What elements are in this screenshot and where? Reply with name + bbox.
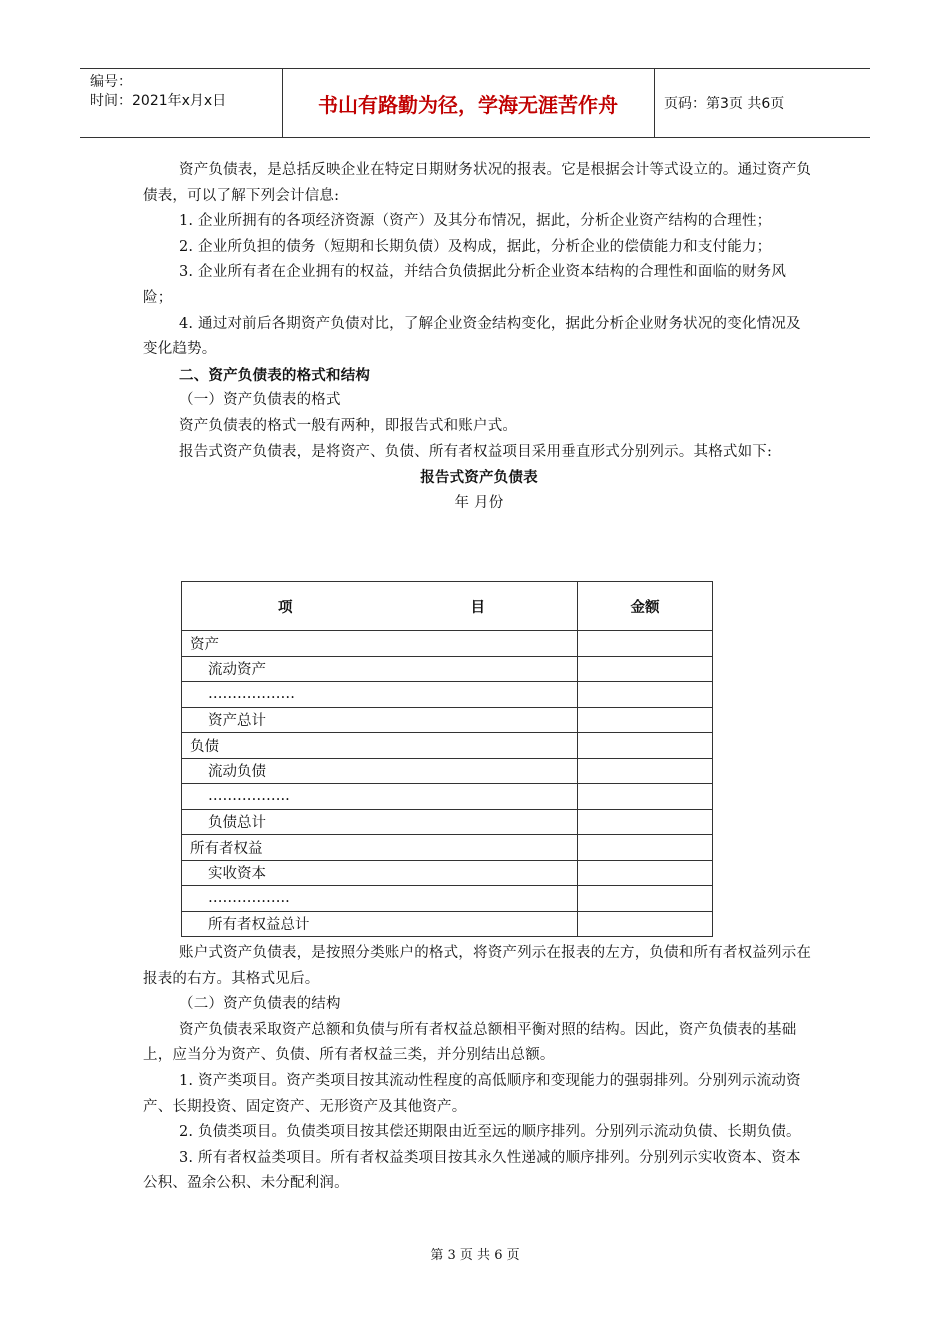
paragraph: 报告式资产负债表，是将资产、负债、所有者权益项目采用垂直形式分别列示。其格式如下: bbox=[179, 443, 773, 460]
paragraph: 3. 企业所有者在企业拥有的权益，并结合负债据此分析企业资本结构的合理性和面临的财务风险； bbox=[143, 264, 787, 306]
paragraph: （一）资产负债表的格式 bbox=[179, 392, 341, 409]
page-footer: 第 3 页 共 6 页 bbox=[430, 1248, 520, 1263]
table-row bbox=[182, 758, 713, 784]
row-amount bbox=[578, 860, 713, 886]
header-divider bbox=[654, 69, 655, 137]
row-label: …………….. bbox=[182, 886, 578, 912]
row-label: …………….. bbox=[182, 784, 578, 810]
row-amount bbox=[578, 886, 713, 912]
table-row bbox=[182, 707, 713, 733]
table-row bbox=[182, 631, 713, 657]
paragraph: 资产负债表采取资产总额和负债与所有者权益总额相平衡对照的结构。因此，资产负债表的基础上，应当分为资产、负债、所有者权益三类，并分别结出总额。 bbox=[143, 1021, 797, 1064]
row-amount bbox=[578, 809, 713, 835]
row-label: 实收资本 bbox=[182, 860, 578, 886]
row-amount bbox=[578, 835, 713, 861]
table-row bbox=[182, 860, 713, 886]
paragraph: 2. 企业所负担的债务（短期和长期负债）及构成，据此，分析企业的偿债能力和支付能力； bbox=[179, 238, 772, 255]
paragraph: 4. 通过对前后各期资产负债对比，了解企业资金结构变化，据此分析企业财务状况的变化情况及变化趋势。 bbox=[143, 315, 801, 358]
table-row bbox=[182, 809, 713, 835]
row-label: 负债总计 bbox=[182, 809, 578, 835]
body-text-top bbox=[143, 158, 815, 516]
row-label: ……………… bbox=[182, 682, 578, 708]
paragraph: 资产负债表，是总括反映企业在特定日期财务状况的报表。它是根据会计等式设立的。通过资产负债表，可以了解下列会计信息: bbox=[143, 162, 812, 204]
time-label: 时间：2021年x月x日 bbox=[90, 93, 227, 109]
row-label: 所有者权益总计 bbox=[182, 911, 578, 937]
report-balance-sheet-table bbox=[181, 581, 713, 937]
table-row bbox=[182, 911, 713, 937]
header-meta bbox=[90, 73, 280, 111]
row-label: 流动负债 bbox=[182, 758, 578, 784]
paragraph: 报告式资产负债表 bbox=[420, 469, 538, 487]
row-amount bbox=[578, 784, 713, 810]
row-label: 资产总计 bbox=[182, 707, 578, 733]
table-row bbox=[182, 733, 713, 759]
paragraph: （二）资产负债表的结构 bbox=[179, 996, 341, 1013]
row-label: 流动资产 bbox=[182, 656, 578, 682]
table-row bbox=[182, 656, 713, 682]
header-item-cell bbox=[182, 582, 578, 631]
header-amount-cell: 金额 bbox=[578, 582, 713, 631]
paragraph: 资产负债表的格式一般有两种，即报告式和账户式。 bbox=[179, 417, 518, 434]
table-row bbox=[182, 835, 713, 861]
paragraph: 1. 资产类项目。资产类项目按其流动性程度的高低顺序和变现能力的强弱排列。分别列示流动资产、长期投资、固定资产、无形资产及其他资产。 bbox=[143, 1072, 801, 1115]
row-amount bbox=[578, 733, 713, 759]
paragraph: 二、资产负债表的格式和结构 bbox=[179, 366, 371, 384]
page-header bbox=[80, 68, 870, 138]
row-label: 所有者权益 bbox=[182, 835, 578, 861]
row-amount bbox=[578, 707, 713, 733]
body-text-bottom bbox=[143, 941, 815, 1197]
table-header-row bbox=[182, 582, 713, 631]
table-row bbox=[182, 886, 713, 912]
row-amount bbox=[578, 758, 713, 784]
header-motto: 书山有路勤为径，学海无涯苦作舟 bbox=[318, 92, 618, 117]
row-amount bbox=[578, 911, 713, 937]
table-row bbox=[182, 682, 713, 708]
header-item-right: 目 bbox=[470, 598, 485, 616]
paragraph: 1. 企业所拥有的各项经济资源（资产）及其分布情况，据此，分析企业资产结构的合理性； bbox=[179, 213, 772, 230]
row-label: 资产 bbox=[182, 631, 578, 657]
serial-label: 编号： bbox=[90, 74, 132, 90]
header-page-info: 页码：第3页 共6页 bbox=[664, 96, 785, 112]
row-amount bbox=[578, 656, 713, 682]
row-amount bbox=[578, 631, 713, 657]
row-label: 负债 bbox=[182, 733, 578, 759]
paragraph: 2. 负债类项目。负债类项目按其偿还期限由近至远的顺序排列。分别列示流动负债、长期负债。 bbox=[179, 1124, 801, 1141]
paragraph: 年 月份 bbox=[454, 494, 504, 511]
table-row bbox=[182, 784, 713, 810]
row-amount bbox=[578, 682, 713, 708]
paragraph: 账户式资产负债表，是按照分类账户的格式，将资产列示在报表的左方，负债和所有者权益列示在报表的右方。其格式见后。 bbox=[143, 945, 812, 987]
header-item-left: 项 bbox=[278, 598, 293, 616]
paragraph: 3. 所有者权益类项目。所有者权益类项目按其永久性递减的顺序排列。分别列示实收资本、资本公积、盈余公积、未分配利润。 bbox=[143, 1149, 801, 1192]
